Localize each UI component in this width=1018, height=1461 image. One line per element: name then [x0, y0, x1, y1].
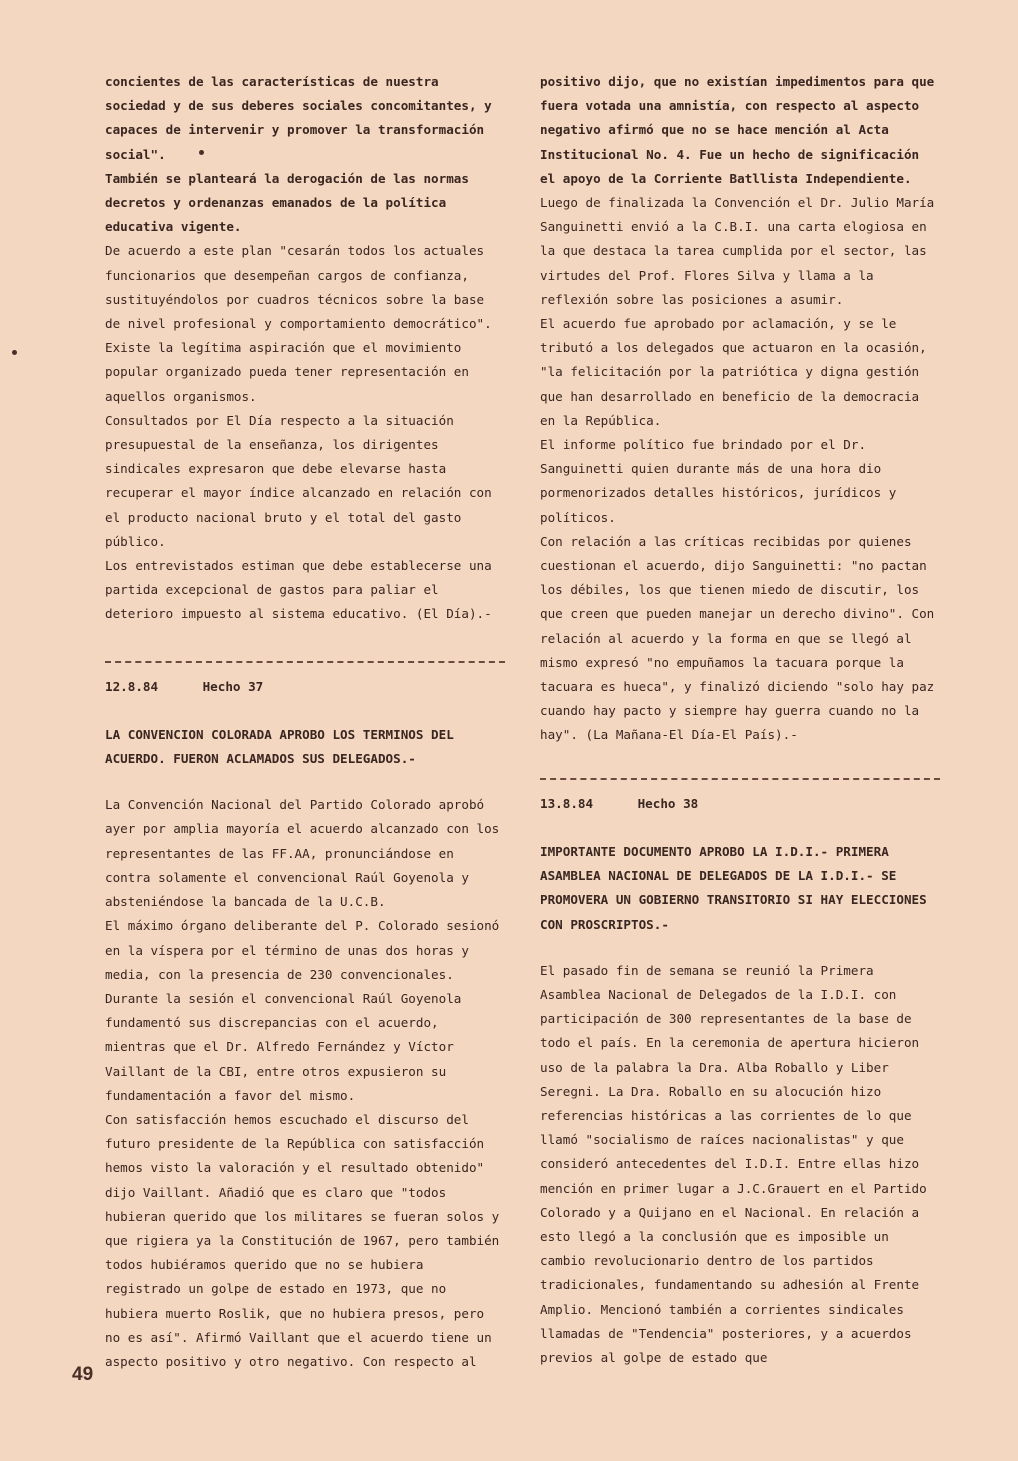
right-intro-paragraph-5: Con relación a las críticas recibidas por quienes cuestionan el acuerdo, dijo Sanguinetti: "no pactan los débiles, los que tienen miedo de discutir, los que creen que pueden manejar un derecho divino". Con relación al acuerdo y la forma en que se llegó al mismo expresó "no empuñamos la tacuara porque la tacuara es hueca", y finalizó diciendo "solo hay paz cuando hay pacto y siempre hay guerra cuando no la hay". (La Mañana-El Día-El País).- — [540, 533, 935, 743]
article-headline: LA CONVENCION COLORADA APROBO LOS TERMINOS DEL ACUERDO. FUERON ACLAMADOS SUS DELEGADOS.- — [105, 726, 454, 767]
hecho-heading — [105, 675, 505, 699]
speck-mark — [12, 350, 17, 355]
right-intro-paragraph-1: positivo dijo, que no existían impedimentos para que fuera votada una amnistía, con respecto al aspecto negativo afirmó que no se hace mención al Acta Institucional No. 4. Fue un hecho de significación el apoyo de la Corriente Batllista Independiente. — [540, 74, 935, 186]
left-intro-paragraph-6: Los entrevistados estiman que debe establecerse una partida excepcional de gastos para paliar el deterioro impuesto al sistema educativo. (El Día).- — [105, 558, 492, 622]
page-number: 49 — [72, 1364, 94, 1385]
hecho-label: Hecho 37 — [202, 678, 264, 694]
left-intro-paragraph-4: Existe la legítima aspiración que el movimiento popular organizado pueda tener representación en aquellos organismos. — [105, 340, 469, 404]
hecho-heading — [540, 792, 940, 816]
left-intro-paragraph-2: También se planteará la derogación de las normas decretos y ordenanzas emanados de la política educativa vigente. — [105, 170, 469, 235]
left-column — [105, 70, 505, 1374]
article-headline: IMPORTANTE DOCUMENTO APROBO LA I.D.I.- PRIMERA ASAMBLEA NACIONAL DE DELEGADOS DE LA I.D.I.- SE PROMOVERA UN GOBIERNO TRANSITORIO SI HAY ELECCIONES CON PROSCRIPTOS.- — [540, 843, 927, 932]
right-column — [540, 70, 940, 1370]
right-body-paragraph-1: El pasado fin de semana se reunió la Primera Asamblea Nacional de Delegados de la I.D.I. con participación de 300 representantes de la base de todo el país. En la ceremonia de apertura hicieron uso de la palabra la Dra. Alba Roballo y Liber Seregni. La Dra. Roballo en su alocución hizo referencias históricas a las corrientes de lo que llamó "socialismo de raíces nacionalistas" y que consideró antecedentes del I.D.I. Entre ellas hizo mención en primer lugar a J.C.Grauert en el Partido Colorado y a Quijano en el Nacional. En relación a esto llegó a la conclusión que es imposible un cambio revolucionario dentro de los partidos tradicionales, fundamentando su adhesión al Frente Amplio. Mencionó también a corrientes sindicales llamadas de "Tendencia" posteriores, y a acuerdos previos al golpe de estado que — [540, 962, 927, 1365]
left-intro-paragraph-3: De acuerdo a este plan "cesarán todos los actuales funcionarios que desempeñan cargos de confianza, sustituyéndolos por cuadros técnicos sobre la base de nivel profesional y comportamiento democrático". — [105, 243, 492, 332]
left-body-paragraph-3: Durante la sesión el convencional Raúl Goyenola fundamentó sus discrepancias con el acuerdo, mientras que el Dr. Alfredo Fernández y Víctor Vaillant de la CBI, entre otros expusieron su fundamentación a favor del mismo. — [105, 990, 462, 1103]
hecho-label: Hecho 38 — [637, 795, 699, 811]
left-body-paragraph-1: La Convención Nacional del Partido Colorado aprobó ayer por amplia mayoría el acuerdo alcanzado con los representantes de las FF.AA, pronunciándose en contra solamente el convencional Raúl Goyenola y absteniéndose la bancada de la U.C.B. — [105, 797, 500, 910]
right-intro-paragraph-4: El informe político fue brindado por el Dr. Sanguinetti quien durante más de una hora dio pormenorizados detalles históricos, jurídicos y políticos. — [540, 437, 897, 525]
section-divider — [105, 661, 505, 663]
left-intro-paragraph-1: concientes de las características de nuestra sociedad y de sus deberes sociales concomitantes, y capaces de intervenir y promover la transformación social". — [105, 74, 492, 162]
right-intro-paragraph-3: El acuerdo fue aprobado por aclamación, y se le tributó a los delegados que actuaron en la ocasión, "la felicitación por la patriótica y digna gestión que han desarrollado en beneficio de la democracia en la República. — [540, 316, 927, 428]
hecho-date: 13.8.84 — [540, 795, 594, 811]
hecho-date: 12.8.84 — [105, 678, 159, 694]
section-divider — [540, 778, 940, 780]
right-intro-paragraph-2: Luego de finalizada la Convención el Dr. Julio María Sanguinetti envió a la C.B.I. una carta elogiosa en la que destaca la tarea cumplida por el sector, las virtudes del Prof. Flores Silva y llama a la reflexión sobre las posiciones a asumir. — [540, 195, 935, 307]
left-body-paragraph-4: Con satisfacción hemos escuchado el discurso del futuro presidente de la República con satisfacción hemos visto la valoración y el resultado obtenido" dijo Vaillant. Añadió que es claro que "todos hubieran querido que los militares se fueran solos y que rigiera ya la Constitución de 1967, pero también todos hubiéramos querido que no se hubiera registrado un golpe de estado en 1973, que no hubiera muerto Roslik, que no hubiera presos, pero no es así". Afirmó Vaillant que el acuerdo tiene un aspecto positivo y otro negativo. Con respecto al — [105, 1111, 500, 1369]
left-intro-paragraph-5: Consultados por El Día respecto a la situación presupuestal de la enseñanza, los dirigentes sindicales expresaron que debe elevarse hasta recuperar el mayor índice alcanzado en relación con el producto nacional bruto y el total del gasto público. — [105, 412, 492, 549]
left-body-paragraph-2: El máximo órgano deliberante del P. Colorado sesionó en la víspera por el término de unas dos horas y media, con la presencia de 230 convencionales. — [105, 918, 500, 982]
